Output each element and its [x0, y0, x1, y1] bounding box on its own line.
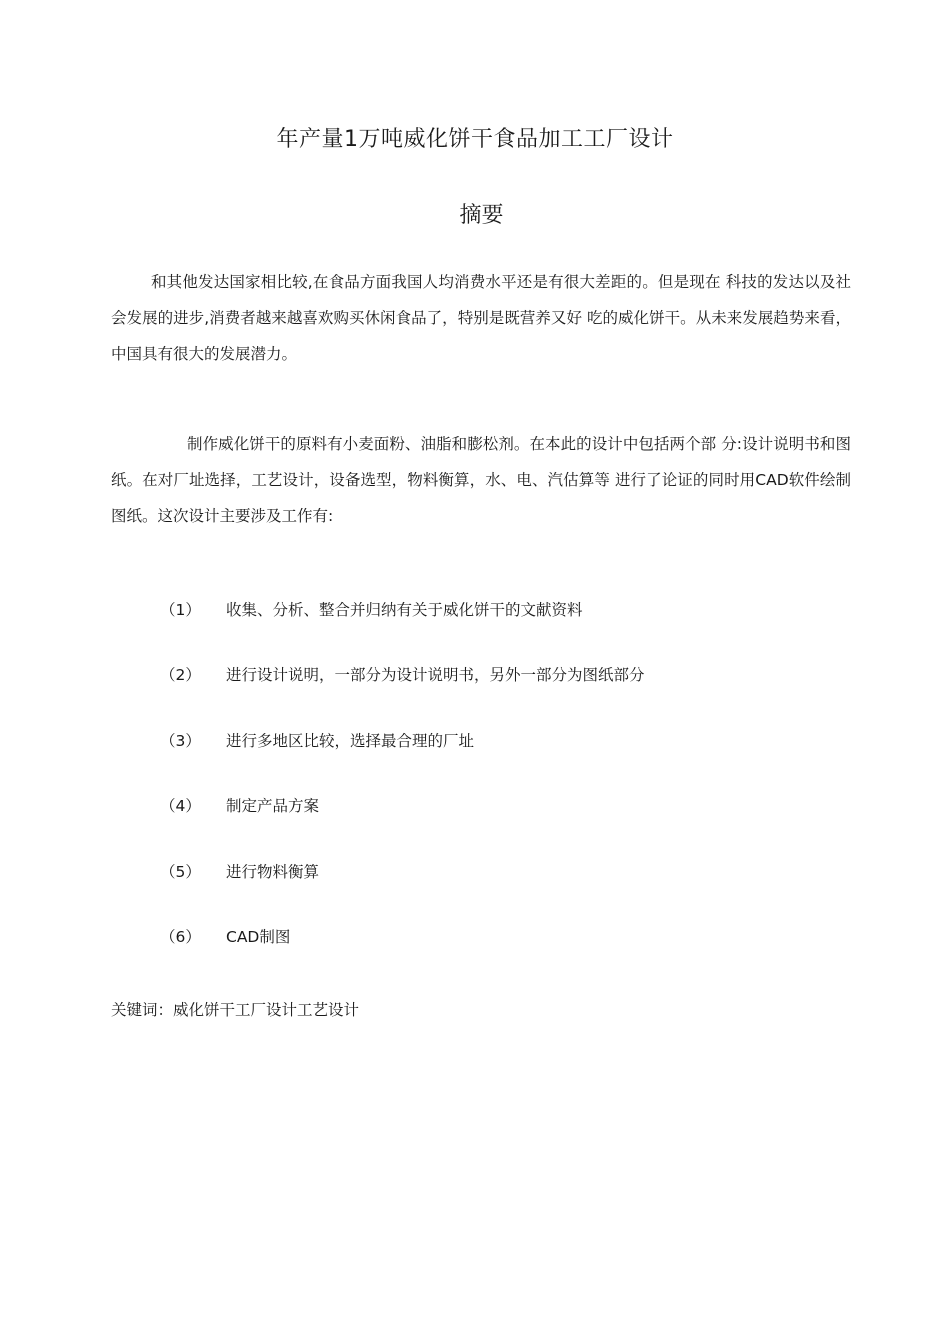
- list-item-number: （3）: [160, 731, 201, 750]
- list-item-number: （4）: [160, 797, 201, 816]
- abstract-paragraph: 制作威化饼干的原料有小麦面粉、油脂和膨松剂。在本此的设计中包括两个部 分:设计说明书和图纸。在对厂址选择，工艺设计，设备选型，物料衡算，水、电、汽估算等 进行了论证的同时用CAD软件绘制图纸。这次设计主要涉及工作有:: [111, 435, 851, 525]
- list-item-number: （2）: [160, 666, 201, 685]
- list-item: [0, 854, 950, 919]
- list-item: [0, 657, 950, 722]
- keywords-line: 关键词：威化饼干工厂设计工艺设计: [111, 1001, 360, 1019]
- list-item: [0, 919, 950, 984]
- list-item-text: 进行多地区比较，选择最合理的厂址: [226, 731, 475, 750]
- list-item-number: （6）: [160, 927, 201, 946]
- list-item-text: 进行物料衡算: [226, 862, 320, 881]
- abstract-heading: 摘要: [459, 203, 504, 228]
- list-item-text: CAD制图: [226, 927, 291, 946]
- list-item-number: （1）: [160, 601, 201, 619]
- list-item: [0, 723, 950, 788]
- list-item-text: 制定产品方案: [226, 797, 320, 816]
- work-item-list: [0, 592, 950, 984]
- document-title: 年产量1万吨威化饼干食品加工工厂设计: [276, 127, 674, 152]
- list-item: [0, 788, 950, 853]
- list-item-number: （5）: [160, 862, 201, 881]
- list-item: [0, 592, 950, 657]
- abstract-paragraph: 和其他发达国家相比较,在食品方面我国人均消费水平还是有很大差距的。但是现在 科技的发达以及社会发展的进步,消费者越来越喜欢购买休闲食品了，特别是既营养又好 吃的威化饼干。从未来发展趋势来看，中国具有很大的发展潜力。: [111, 273, 851, 363]
- list-item-text: 收集、分析、整合并归纳有关于威化饼干的文献资料: [226, 601, 583, 619]
- list-item-text: 进行设计说明，一部分为设计说明书，另外一部分为图纸部分: [226, 666, 645, 685]
